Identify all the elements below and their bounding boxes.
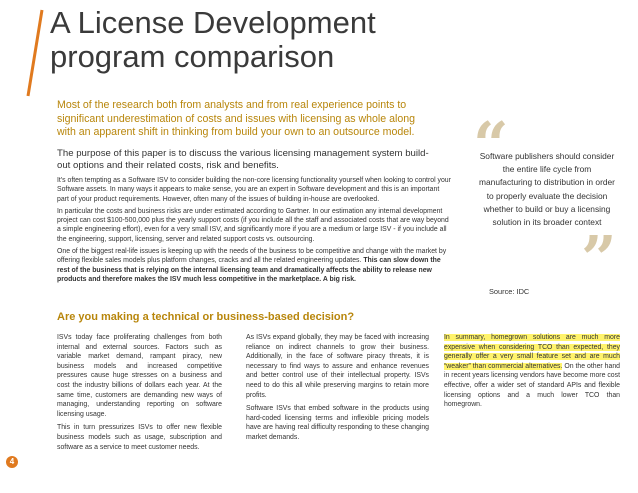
lede-paragraph: The purpose of this paper is to discuss the various licensing management system build-out options and their related costs, risk and benefits. [57,148,429,171]
column-3-paragraph [444,333,620,410]
page-number-badge: 4 [6,456,18,468]
column-2-paragraph-1: As ISVs expand globally, they may be faced with increasing reliance on indirect channels to grow their business. Additionally, in the face of software piracy threats, it is necessary to find ways to assure and enhance revenues and better control use of their intellectual property. ISVs need to do this all while preserving margins to retain more profits. [246,334,429,399]
close-quote-icon: ” [581,222,617,295]
body-paragraph-3-bold-a: This can [363,257,392,265]
column-3-rest: On the other hand in recent years licensing vendors have become more cost effective, offer a wider set of standard APIs and flexible licensing options and a much lower TCO than homegrown. [444,362,620,409]
column-1-paragraph-2: This in turn pressurizes ISVs to offer new flexible business models such as usage, subscription and software as a service to meet customer needs. [57,424,222,451]
page-title [50,6,376,74]
body-paragraph-2: In particular the costs and business risks are under estimated according to Gartner. In our estimation any internal development project can cost $100-500,000 plus the yearly support costs (if you include all the staff and associated costs that are way beyond a simple engineering effort), even for a very small ISV, and significantly more if you are a medium or large ISV - if you include all the engineering, support, licensing, server and related support costs vs. outsourcing. [57,207,449,243]
body-paragraph-3-text: One of the biggest real-life issues is keeping up with the needs of the business to be competitive and change with the market by offering flexible sales models plus platform changes, cracks and all the related engineering updates. [57,248,447,265]
pull-quote-text: Software publishers should consider the entire life cycle from manufacturing to distribution in order to properly evaluate the decision whether to build or buy a licensing solution in its broader context [479,151,615,228]
column-1 [57,333,222,456]
title-slash-accent [22,8,48,100]
intro-paragraph: Most of the research both from analysts and from real experience points to significant underestimation of costs and issues with licensing as whole along with an apparent shift in thinking from build your own to an outsource model. [57,99,416,139]
body-paragraph-1: It's often tempting as a Software ISV to consider building the non-core licensing functionality yourself when looking to control your Software assets. In many ways it appears to make sense, you are an expert in Software development and this is an important part of your product requirements. However, often many of the issues of building in-house are overlooked. [57,177,451,203]
open-quote-icon: “ [473,108,509,181]
column-2 [246,333,429,447]
title-line-1: A License Development [50,5,376,40]
body-paragraph-3 [57,247,452,284]
section-subheading: Are you making a technical or business-based decision? [57,311,355,323]
column-3 [444,333,620,414]
column-2-paragraph-2: Software ISVs that embed software in the products using hard-coded licensing terms and inflexible pricing models have are having real difficulty responding to these changing market demands. [246,405,429,441]
title-line-2: program comparison [50,39,335,74]
column-1-paragraph-1: ISVs today face proliferating challenges from both internal and external sources. Factors such as variable market demand, rampant piracy, new business models and increased competitive pressures cause huge stresses on a business and cost the industry billions of dollars each year. At the same time, customers are demanding new ways of managing, understanding reporting on software licensing usage. [57,334,222,418]
quote-source: Source: IDC [489,287,530,296]
body-text [57,176,452,287]
column-3-highlight: In summary, homegrown solutions are much more expensive when considering TCO than expected, they generally offer a very small feature set and are much “weaker” than commercial alternatives. [444,334,620,370]
body-paragraph-3-bold-b: slow down the rest of the business that is relying on the internal licensing team and dramatically affects the ability to release new products and therefore makes the ISV much less competitive in the marketplace. A big risk. [57,257,441,283]
